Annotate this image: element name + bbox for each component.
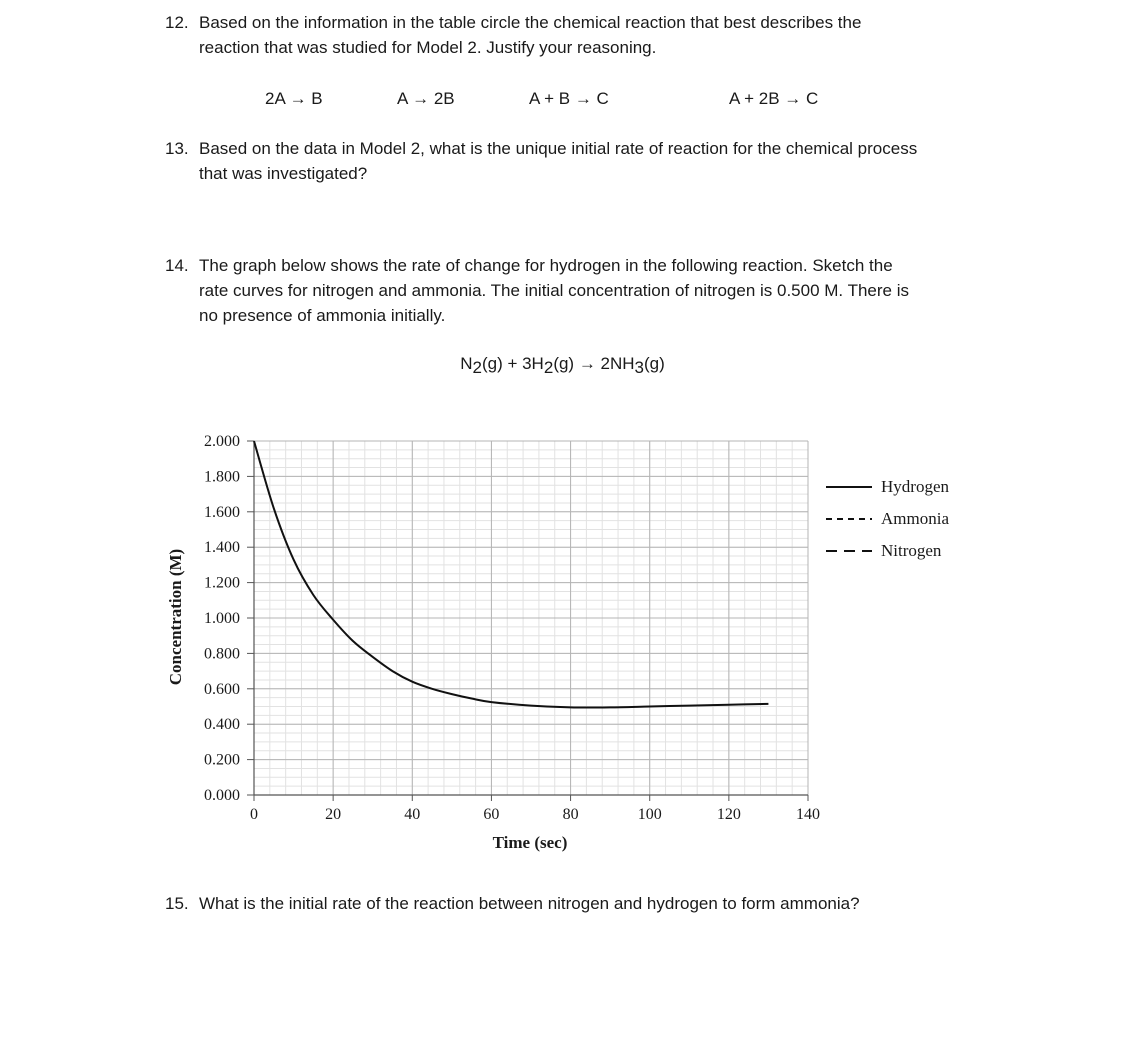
chart-series: [254, 441, 768, 708]
question-14: [165, 253, 909, 328]
legend-label-ammonia: Ammonia: [881, 509, 949, 528]
reaction-choice-4[interactable]: A + 2B → C: [729, 89, 819, 108]
y-tick-label: 1.800: [204, 468, 240, 486]
question-13: [165, 136, 917, 186]
equation-part: (g) → 2NH: [553, 354, 635, 373]
x-axis-label: Time (sec): [492, 833, 568, 852]
equation-part: N: [460, 354, 473, 373]
question-text-line: Based on the information in the table circle the chemical reaction that best describes the: [199, 13, 862, 32]
x-tick-labels: [250, 795, 820, 823]
y-tick-label: 0.600: [204, 680, 240, 698]
question-number: 15.: [165, 894, 189, 913]
question-text-line: rate curves for nitrogen and ammonia. The initial concentration of nitrogen is 0.500 M. There is: [199, 281, 909, 300]
x-tick-label: 0: [250, 806, 258, 823]
reaction-choice-1[interactable]: 2A → B: [265, 89, 323, 108]
major-grid: [254, 441, 808, 795]
question-number: 12.: [165, 13, 189, 32]
y-tick-label: 0.000: [204, 787, 240, 804]
x-tick-label: 80: [562, 806, 579, 823]
equation-part: (g): [644, 354, 665, 373]
y-tick-label: 0.800: [204, 645, 240, 663]
y-tick-label: 2.000: [204, 433, 240, 450]
y-tick-label: 1.400: [204, 539, 240, 557]
legend-label-hydrogen: Hydrogen: [881, 477, 949, 496]
question-15: [165, 891, 860, 916]
x-tick-label: 140: [796, 806, 820, 823]
question-text-line: What is the initial rate of the reaction between nitrogen and hydrogen to form ammonia?: [199, 894, 860, 913]
question-text-line: that was investigated?: [199, 164, 368, 183]
x-tick-label: 40: [404, 806, 421, 823]
question-12: [165, 10, 861, 60]
series-line-hydrogen: [254, 441, 768, 708]
x-tick-label: 100: [637, 806, 662, 823]
reaction-choice-2[interactable]: A → 2B: [397, 89, 455, 108]
y-tick-labels: [204, 433, 254, 804]
equation-subscript: 2: [543, 358, 554, 377]
question-text-line: reaction that was studied for Model 2. Justify your reasoning.: [199, 38, 657, 57]
x-tick-label: 20: [325, 806, 342, 823]
equation-subscript: 3: [634, 358, 645, 377]
chemical-equation: [0, 354, 1125, 378]
legend-label-nitrogen: Nitrogen: [881, 541, 942, 560]
equation-part: (g) + 3H: [481, 354, 544, 373]
x-tick-label: 60: [483, 806, 500, 823]
chart-axes: [254, 441, 808, 795]
equation-subscript: 2: [472, 358, 482, 377]
y-tick-label: 1.600: [204, 503, 240, 521]
question-number: 14.: [165, 256, 189, 275]
x-tick-label: 120: [716, 806, 741, 823]
minor-grid: [254, 441, 808, 795]
reaction-choice-3[interactable]: A + B → C: [529, 89, 609, 108]
y-tick-label: 1.000: [204, 610, 240, 627]
question-number: 13.: [165, 139, 189, 158]
y-tick-label: 0.400: [204, 716, 240, 734]
y-tick-label: 0.200: [204, 751, 240, 769]
y-axis-label: Concentration (M): [166, 548, 185, 686]
question-text-line: no presence of ammonia initially.: [199, 306, 446, 325]
question-text-line: Based on the data in Model 2, what is the unique initial rate of reaction for the chemical process: [199, 139, 918, 158]
chart-legend: [826, 477, 949, 560]
question-text-line: The graph below shows the rate of change for hydrogen in the following reaction. Sketch the: [199, 256, 893, 275]
y-tick-label: 1.200: [204, 574, 240, 592]
